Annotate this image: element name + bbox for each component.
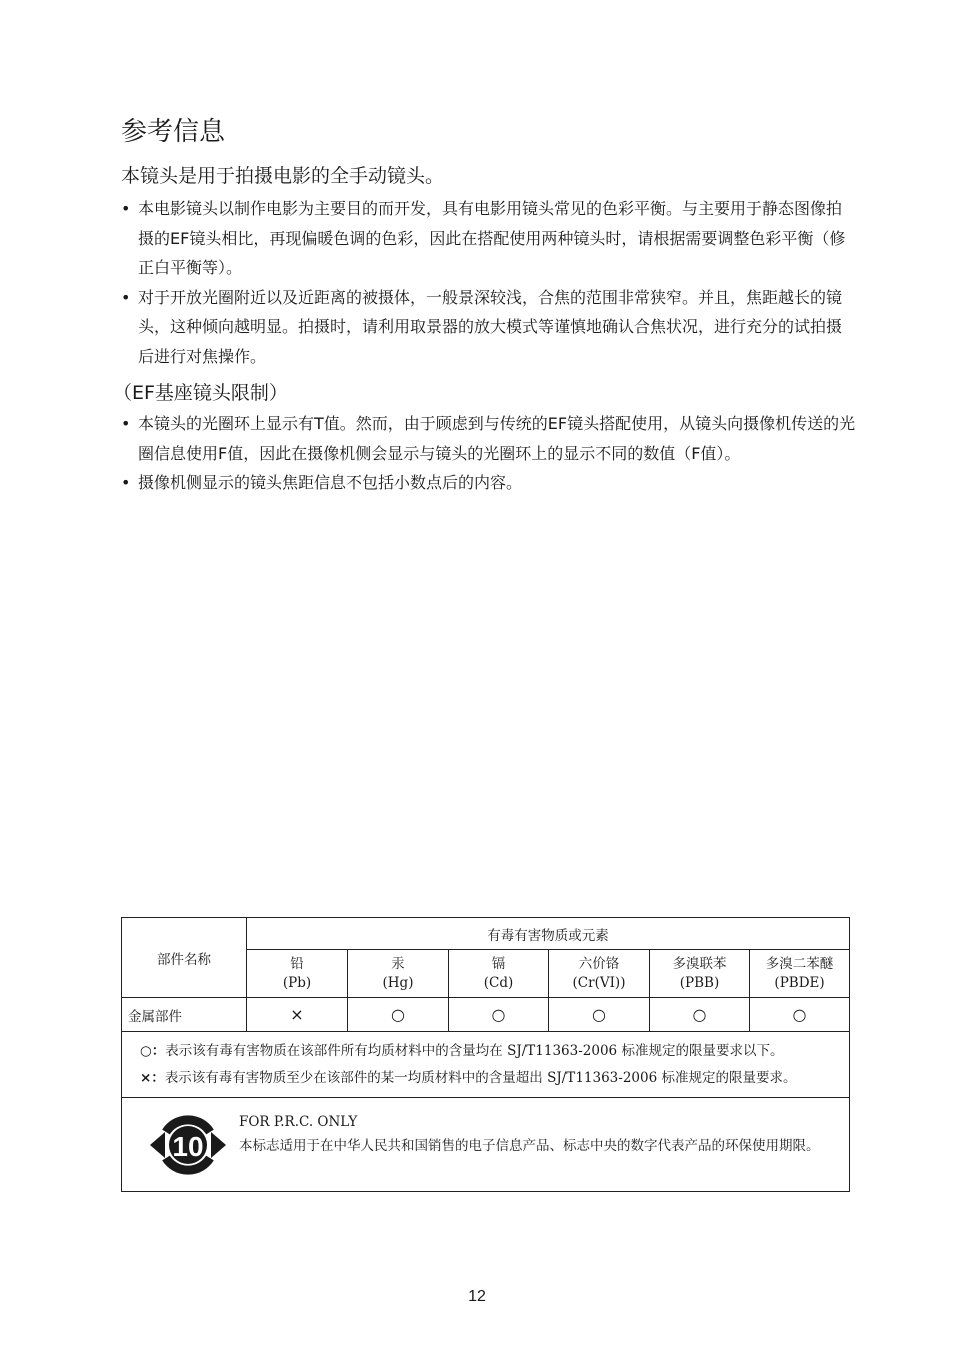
prc-only-label: FOR P.R.C. ONLY <box>239 1114 358 1130</box>
substance-header: 六价铬 (Cr(VI)) <box>549 950 650 998</box>
legend-o: ○：表示该有毒有害物质在该部件所有均质材料中的含量均在 SJ/T11363-2006 标准规定的限量要求以下。 <box>140 1042 784 1059</box>
part-name-header: 部件名称 <box>122 918 247 998</box>
logo-text <box>239 1110 843 1158</box>
intro-heading: 本镜头是用于拍摄电影的全手动镜头。 <box>121 165 445 187</box>
list-item: • 本镜头的光圈环上显示有T值。然而，由于顾虑到与传统的EF镜头搭配使用，从镜头向摄像机传送的光圈信息使用F值，因此在摄像机侧会显示与镜头的光圈环上的显示不同的数值（F值）。 <box>121 409 857 468</box>
substance-header: 多溴二苯醚 (PBDE) <box>750 950 850 998</box>
table-cell: ○ <box>750 998 850 1032</box>
hazardous-substances-table <box>121 917 850 1192</box>
table-legend <box>122 1032 850 1098</box>
table-cell: ○ <box>549 998 650 1032</box>
list-item: • 摄像机侧显示的镜头焦距信息不包括小数点后的内容。 <box>121 468 857 498</box>
page-title: 参考信息 <box>121 117 226 147</box>
substance-header: 汞 (Hg) <box>348 950 449 998</box>
ef-mount-heading: （EF基座镜头限制） <box>113 382 288 404</box>
list-item: • 对于开放光圈附近以及近距离的被摄体，一般景深较浅，合焦的范围非常狭窄。并且，焦距越长的镜头，这种倾向越明显。拍摄时，请利用取景器的放大模式等谨慎地确认合焦状况，进行充分的试拍摄后进行对焦操作。 <box>121 283 857 372</box>
substance-header: 铅 (Pb) <box>247 950 348 998</box>
legend-x: ×：表示该有毒有害物质至少在该部件的某一均质材料中的含量超出 SJ/T11363-2006 标准规定的限量要求。 <box>140 1069 797 1086</box>
environmental-protection-use-period-logo-icon <box>150 1112 226 1178</box>
page-number: 12 <box>468 1288 486 1305</box>
efup-logo-row <box>122 1098 850 1192</box>
substance-header: 镉 (Cd) <box>449 950 549 998</box>
hazard-header: 有毒有害物质或元素 <box>247 918 850 950</box>
ef-mount-notes-list <box>121 409 857 498</box>
row-label-metal-parts: 金属部件 <box>122 998 247 1032</box>
table-cell: ○ <box>650 998 750 1032</box>
logo-number: 10 <box>172 1131 204 1162</box>
table-cell: ○ <box>449 998 549 1032</box>
logo-description: 本标志适用于在中华人民共和国销售的电子信息产品、标志中央的数字代表产品的环保使用期限。 <box>239 1138 820 1154</box>
lens-notes-list <box>121 194 857 371</box>
table-cell: ○ <box>348 998 449 1032</box>
table-cell: × <box>247 998 348 1032</box>
substance-header: 多溴联苯 (PBB) <box>650 950 750 998</box>
list-item: • 本电影镜头以制作电影为主要目的而开发，具有电影用镜头常见的色彩平衡。与主要用于静态图像拍摄的EF镜头相比，再现偏暖色调的色彩，因此在搭配使用两种镜头时，请根据需要调整色彩平衡（修正白平衡等）。 <box>121 194 857 283</box>
